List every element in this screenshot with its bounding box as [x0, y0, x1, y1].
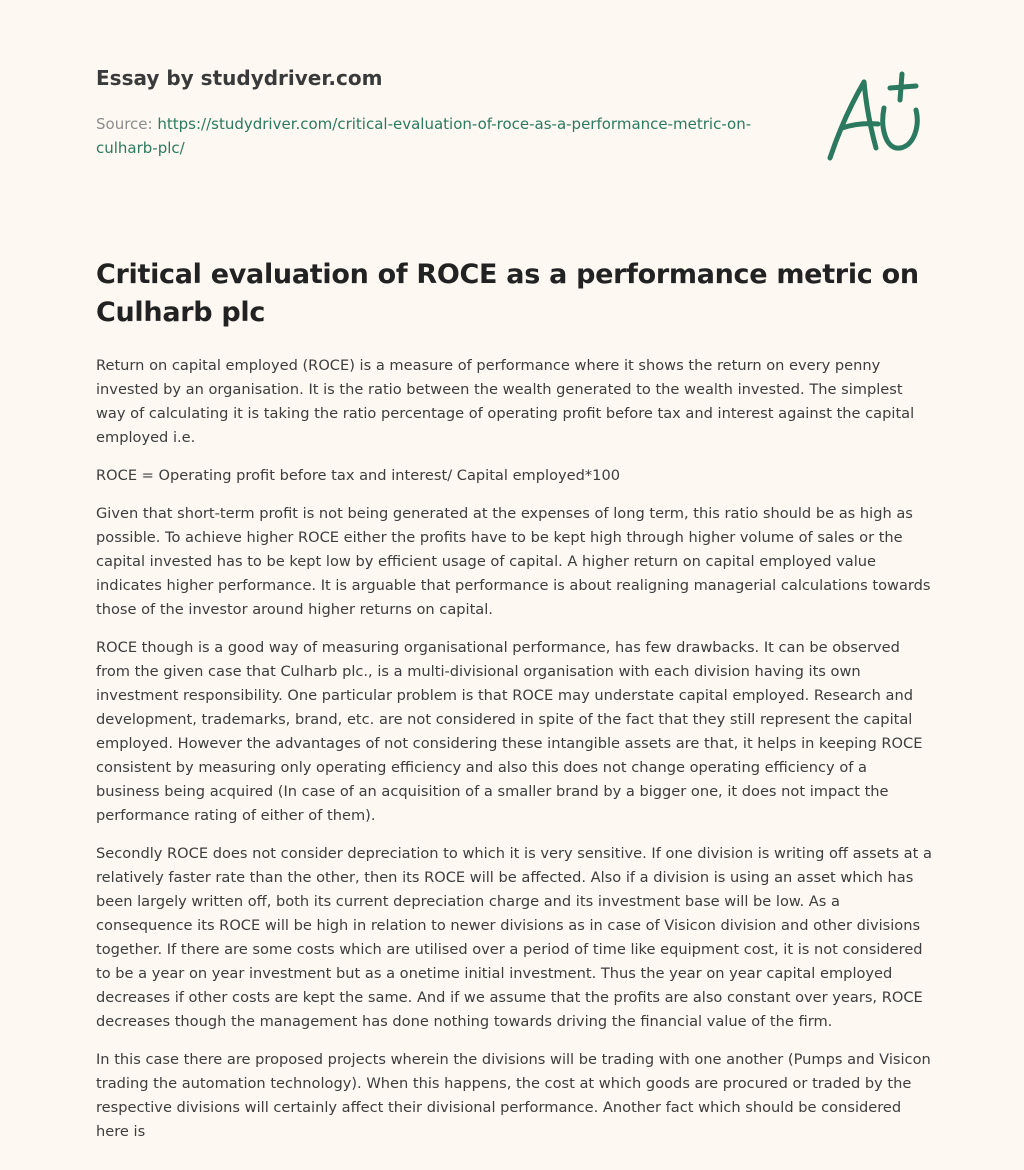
source-label: Source: — [96, 115, 153, 133]
essay-title: Critical evaluation of ROCE as a performance metric on Culharb plc — [96, 259, 919, 328]
source-link-line2: culharb-plc/ — [96, 139, 185, 157]
essay-paragraph: ROCE though is a good way of measuring organisational performance, has few drawbacks. It can be observed from the given case that Culharb plc., is a multi-divisional organisation with each division having its own investment responsibility. One particular problem is that ROCE may understate capital employed. Research and development, trademarks, brand, etc. are not considered in spite of the fact that they still represent the capital employed. However the advantages of not considering these intangible assets are that, it helps in keeping ROCE consistent by measuring only operating efficiency and also this does not change operating efficiency of a business being acquired (In case of an acquisition of a smaller brand by a bigger one, it does not impact the performance rating of either of them). — [96, 639, 923, 824]
source-link[interactable] — [96, 115, 751, 157]
source-line — [96, 112, 786, 160]
a-plus-logo-icon — [820, 68, 928, 164]
source-link-line1: https://studydriver.com/critical-evaluation-of-roce-as-a-performance-metric-on- — [157, 115, 752, 133]
essay-paragraph: Return on capital employed (ROCE) is a measure of performance where it shows the return on every penny invested by an organisation. It is the ratio between the wealth generated to the wealth invested. The simplest way of calculating it is taking the ratio percentage of operating profit before tax and interest against the capital employed i.e. — [96, 357, 915, 446]
essay-paragraph: Secondly ROCE does not consider depreciation to which it is very sensitive. If one division is writing off assets at a relatively faster rate than the other, then its ROCE will be affected. Also if a division is using an asset which has been largely written off, both its current depreciation charge and its investment base will be low. As a consequence its ROCE will be high in relation to newer divisions as in case of Visicon division and other divisions together. If there are some costs which are utilised over a period of time like equipment cost, it is not considered to be a year on year investment but as a onetime initial investment. Thus the year on year capital employed decreases if other costs are kept the same. And if we assume that the profits are also constant over years, ROCE decreases though the management has done nothing towards driving the financial value of the firm. — [96, 845, 932, 1030]
essay-paragraph: Given that short-term profit is not being generated at the expenses of long term, this ratio should be as high as possible. To achieve higher ROCE either the profits have to be kept high through higher volume of sales or the capital invested has to be kept low by efficient usage of capital. A higher return on capital employed value indicates higher performance. It is arguable that performance is about realigning managerial calculations towards those of the investor around higher returns on capital. — [96, 505, 931, 618]
page-header — [96, 64, 786, 160]
essay-paragraph: ROCE = Operating profit before tax and interest/ Capital employed*100 — [96, 467, 621, 484]
essay-paragraph: In this case there are proposed projects wherein the divisions will be trading with one another (Pumps and Visicon trading the automation technology). When this happens, the cost at which goods are procured or traded by the respective divisions will certainly affect their divisional performance. Another fact which should be considered here is — [96, 1051, 931, 1140]
site-brand: Essay by studydriver.com — [96, 66, 383, 90]
essay-body — [96, 354, 934, 1158]
